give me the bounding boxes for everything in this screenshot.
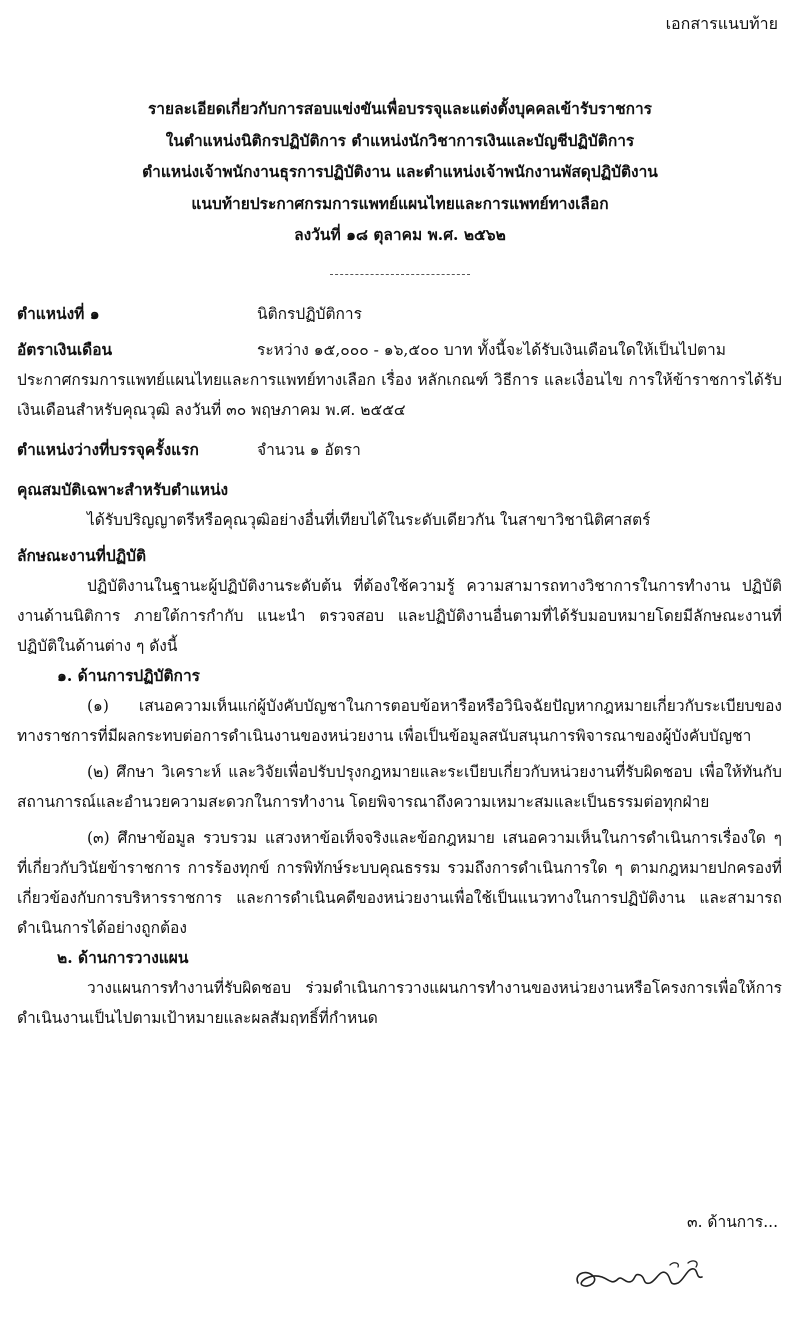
document-body xyxy=(17,299,782,1033)
salary-continuation: ประกาศกรมการแพทย์แผนไทยและการแพทย์ทางเลือก เรื่อง หลักเกณฑ์ วิธีการ และเงื่อนไข การให้ข้าราชการได้รับเงินเดือนสำหรับคุณวุฒิ ลงวันที่ ๓๐ พฤษภาคม พ.ศ. ๒๕๕๔ xyxy=(17,371,782,419)
duties-intro: ปฏิบัติงานในฐานะผู้ปฏิบัติงานระดับต้น ที่ต้องใช้ความรู้ ความสามารถทางวิชาการในการทำงาน ปฏิบัติงานด้านนิติการ ภายใต้การกำกับ แนะนำ ตรวจสอบ และปฏิบัติงานอื่นตามที่ได้รับมอบหมายโดยมีลักษณะงานที่ปฏิบัติในด้านต่าง ๆ ดังนี้ xyxy=(17,577,782,655)
operations-item: (๓) ศึกษาข้อมูล รวบรวม แสวงหาข้อเท็จจริงและข้อกฎหมาย เสนอความเห็นในการดำเนินการเรื่องใด ๆ ที่เกี่ยวกับวินัยข้าราชการ การร้องทุกข์ การพิทักษ์ระบบคุณธรรม รวมถึงการดำเนินการใด ๆ ตามกฎหมายปกครองที่เกี่ยวข้องกับการบริหารราชการ และการดำเนินคดีของหน่วยงานเพื่อใช้เป็นแนวทางในการปฏิบัติงาน และสามารถดำเนินการได้อย่างถูกต้อง xyxy=(17,829,782,937)
section-planning-heading: ๒. ด้านการวางแผน xyxy=(57,948,189,967)
title-line: รายละเอียดเกี่ยวกับการสอบแข่งขันเพื่อบรรจุและแต่งตั้งบุคคลเข้ารับราชการ xyxy=(147,99,652,118)
section-operations-heading: ๑. ด้านการปฏิบัติการ xyxy=(57,666,200,685)
planning-item: วางแผนการทำงานที่รับผิดชอบ ร่วมดำเนินการวางแผนการทำงานของหน่วยงานหรือโครงการเพื่อให้การดำเนินงานเป็นไปตามเป้าหมายและผลสัมฤทธิ์ที่กำหนด xyxy=(17,979,782,1027)
duties-heading: ลักษณะงานที่ปฏิบัติ xyxy=(17,546,147,565)
title-line: ตำแหน่งเจ้าพนักงานธุรการปฏิบัติงาน และตำแหน่งเจ้าพนักงานพัสดุปฏิบัติงาน xyxy=(142,162,658,181)
position-row xyxy=(17,299,782,329)
vacancy-label: ตำแหน่งว่างที่บรรจุครั้งแรก xyxy=(17,440,199,459)
operations-item: (๒) ศึกษา วิเคราะห์ และวิจัยเพื่อปรับปรุงกฎหมายและระเบียบเกี่ยวกับหน่วยงานที่รับผิดชอบ เพื่อให้ทันกับสถานการณ์และอำนวยความสะดวกในการทำงาน โดยพิจารณาถึงความเหมาะสมและเป็นธรรมต่อทุกฝ่าย xyxy=(17,763,782,811)
operations-item: (๑) เสนอความเห็นแก่ผู้บังคับบัญชาในการตอบข้อหารือหรือวินิจฉัยปัญหากฎหมายเกี่ยวกับระเบียบของทางราชการที่มีผลกระทบต่อการดำเนินงานของหน่วยงาน เพื่อเป็นข้อมูลสนับสนุนการพิจารณาของผู้บังคับบัญชา xyxy=(17,697,782,745)
title-line: ในตำแหน่งนิติกรปฏิบัติการ ตำแหน่งนักวิชาการเงินและบัญชีปฏิบัติการ xyxy=(165,130,635,150)
qualifications-heading: คุณสมบัติเฉพาะสำหรับตำแหน่ง xyxy=(17,480,229,499)
vacancy-row xyxy=(17,435,782,465)
signature-icon xyxy=(570,1255,730,1295)
attachment-label: เอกสารแนบท้าย xyxy=(665,14,778,33)
salary-row xyxy=(17,335,782,365)
title-line: แนบท้ายประกาศกรมการแพทย์แผนไทยและการแพทย์ทางเลือก xyxy=(191,193,609,213)
position-value: นิติกรปฏิบัติการ xyxy=(257,305,362,323)
salary-first-line: ระหว่าง ๑๕,๐๐๐ - ๑๖,๕๐๐ บาท ทั้งนี้จะได้รับเงินเดือนใดให้เป็นไปตาม xyxy=(257,341,726,359)
position-label: ตำแหน่งที่ ๑ xyxy=(17,304,100,323)
title-line: ลงวันที่ ๑๘ ตุลาคม พ.ศ. ๒๕๖๒ xyxy=(294,225,506,244)
vacancy-value: จำนวน ๑ อัตรา xyxy=(257,441,361,459)
salary-label: อัตราเงินเดือน xyxy=(17,340,113,359)
next-page-marker: ๓. ด้านการ... xyxy=(686,1213,778,1231)
document-title xyxy=(0,93,800,251)
qualifications-text: ได้รับปริญญาตรีหรือคุณวุฒิอย่างอื่นที่เทียบได้ในระดับเดียวกัน ในสาขาวิชานิติศาสตร์ xyxy=(87,511,651,529)
title-divider xyxy=(330,274,470,275)
